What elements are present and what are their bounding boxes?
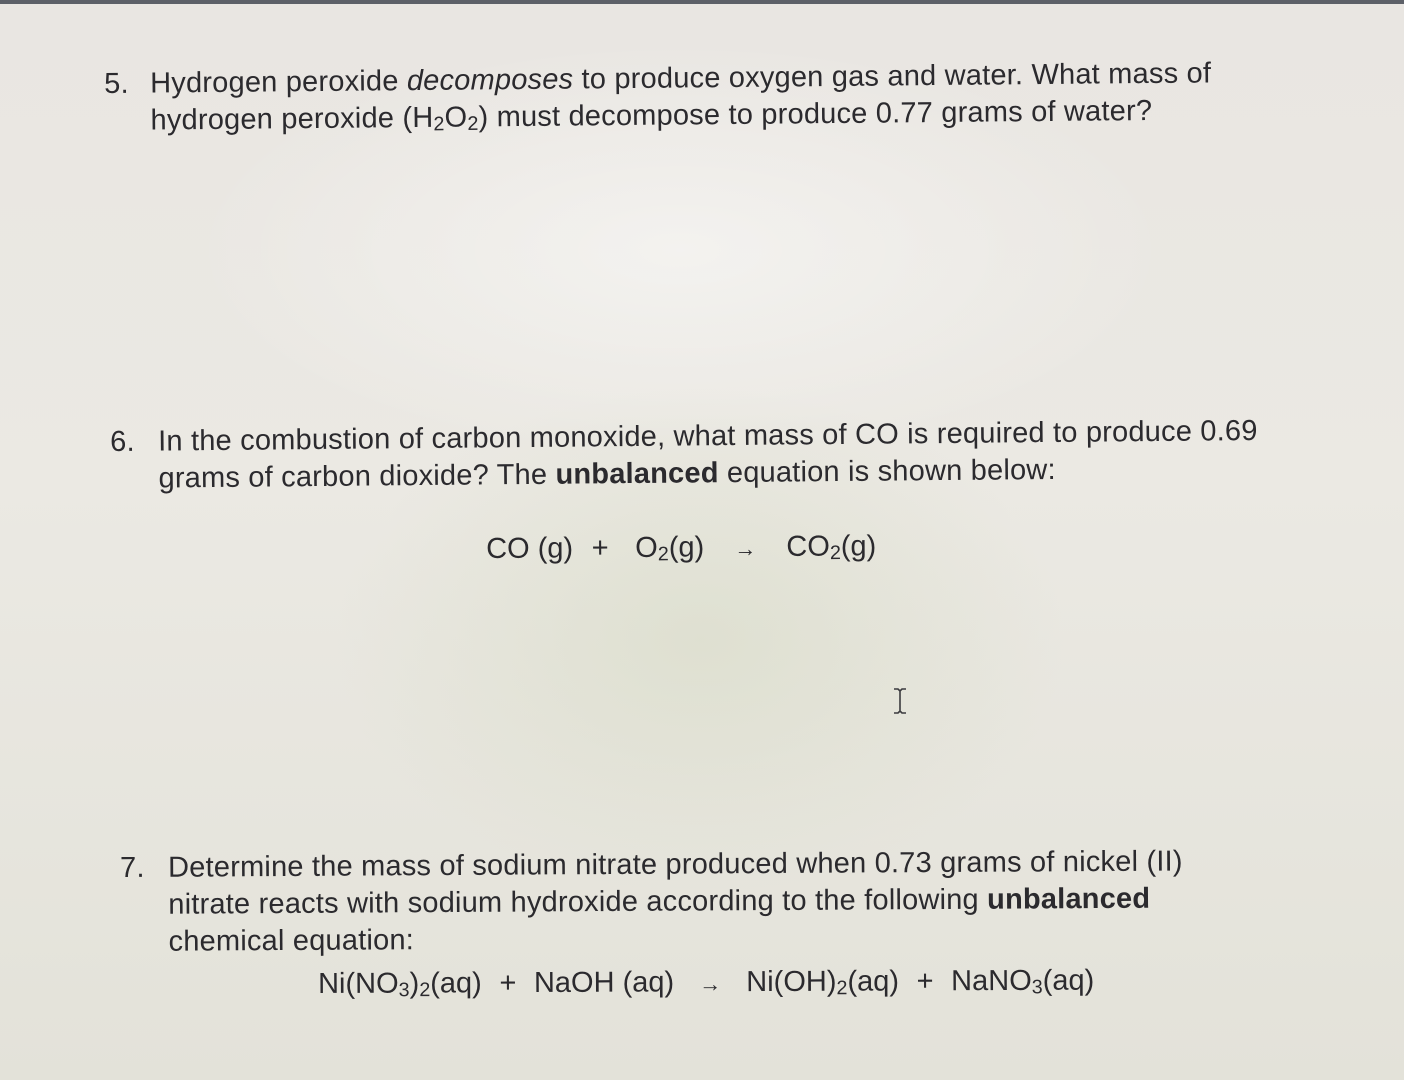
question-5-text: Hydrogen peroxide decomposes to produce oxygen gas and water. What mass of hydrogen peroxide $(H_2O_2)$ must decompose to produce 0.77 grams of water? <box>150 57 1212 137</box>
question-6 <box>110 412 1331 498</box>
question-7-text: Determine the mass of sodium nitrate produced when 0.73 grams of nickel (II) nitrate reacts with sodium hydroxide according to the following unbalanced chemical equation: <box>168 845 1183 958</box>
text-cursor-icon <box>892 688 908 714</box>
plus-sign: + <box>499 967 517 1000</box>
combustion-equation <box>486 528 876 569</box>
reactant-co: CO (g) <box>486 532 574 565</box>
reaction-arrow: → <box>699 971 722 997</box>
screen-top-edge <box>0 0 1404 4</box>
question-7 <box>120 843 1301 961</box>
term-sodium-hydroxide: NaOH (aq) <box>533 966 675 1000</box>
question-6-number: 6. <box>110 425 135 458</box>
question-5 <box>104 54 1305 140</box>
nickel-nitrate-equation <box>318 963 1094 1004</box>
plus-sign: + <box>591 532 609 565</box>
question-6-text: In the combustion of carbon monoxide, what mass of CO is required to produce 0.69 grams of carbon dioxide? The unbalanced equation is shown below: <box>158 414 1258 495</box>
term-nickel-hydroxide: $Ni(OH)_2(aq)$ <box>746 965 900 1000</box>
term-sodium-nitrate: NaNO$_3$(aq) <box>951 964 1095 999</box>
reactant-o2: $O_2(g)$ <box>635 531 705 566</box>
reaction-arrow: → <box>734 536 757 562</box>
plus-sign: + <box>916 965 934 998</box>
product-co2: $CO_2(g)$ <box>786 530 877 565</box>
term-nickel-nitrate: $Ni(NO_3)_2(aq)$ <box>318 967 482 1002</box>
question-5-number: 5. <box>104 67 129 100</box>
question-7-number: 7. <box>120 851 145 884</box>
